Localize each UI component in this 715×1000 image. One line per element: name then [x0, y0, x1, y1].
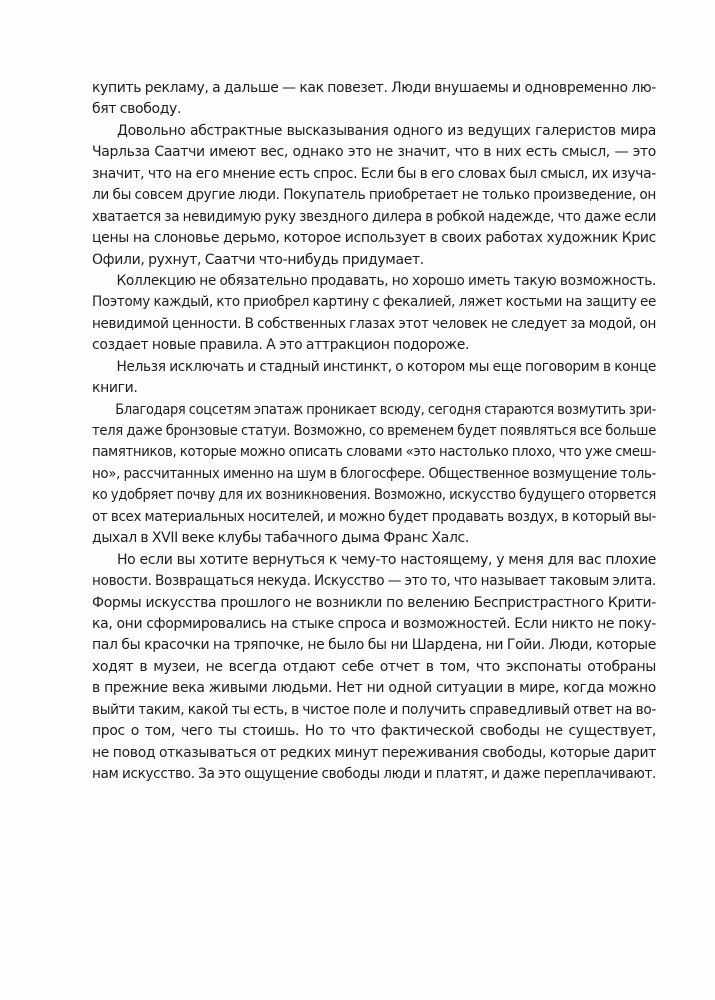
text-line: но», рассчитанных именно на шум в блогосфере. Общественное возмущение толь-	[92, 465, 656, 482]
text-line: теля даже бронзовые статуи. Возможно, со временем будет появляться все больше	[92, 423, 657, 439]
text-line: значит, что на его мнение есть спрос. Если бы в его словах был смысл, их изуча-	[92, 165, 656, 182]
text-line: Поэтому каждый, кто приобрел картину с фекалией, ляжет костьми на защиту ее	[92, 294, 657, 311]
text-line: Но если вы хотите вернуться к чему-то настоящему, у меня для вас плохие	[117, 551, 656, 568]
text-line: бят свободу.	[92, 101, 182, 118]
text-line: выйти таким, какой ты есть, в чистое поле и получить справедливый ответ на во-	[92, 701, 656, 718]
text-line: дыхал в XVII веке клубы табачного дыма Франс Халс.	[92, 530, 470, 547]
text-line: ходят в музеи, не всегда отдают себе отчет в том, что экспонаты отобраны	[92, 658, 656, 675]
text-line: купить рекламу, а дальше — как повезет. Люди внушаемы и одновременно лю-	[92, 80, 656, 96]
text-line: Формы искусства прошлого не возникли по велению Беспристрастного Крити-	[92, 594, 656, 611]
text-line: ли бы совсем другие люди. Покупатель приобретает не только произведение, он	[92, 187, 657, 204]
text-line: ка, они сформировались на стыке спроса и возможностей. Если никто не поку-	[92, 615, 656, 632]
text-line: невидимой ценности. В собственных глазах этот человек не следует за модой, он	[92, 315, 656, 332]
text-line: цены на слоновье дерьмо, которое использует в своих работах художник Крис	[92, 230, 656, 247]
text-line: ко удобряет почву для их возникновения. Возможно, искусство будущего оторвется	[92, 487, 657, 504]
text-line: в прежние века живыми людьми. Нет ни одной ситуации в мире, когда можно	[92, 680, 656, 697]
text-line: нам искусство. За это ощущение свободы люди и платят, и даже переплачивают.	[92, 766, 657, 782]
body-text	[92, 78, 656, 785]
text-line: памятников, которые можно описать словами «это настолько плохо, что уже смеш-	[92, 444, 656, 461]
text-line: пал бы красочки на тряпочке, не было бы ни Шардена, ни Гойи. Люди, которые	[92, 637, 656, 654]
text-line: Чарльза Саатчи имеют вес, однако это не значит, что в них есть смысл, — это	[92, 144, 656, 161]
text-line: новости. Возвращаться некуда. Искусство — это то, что называет таковым элита.	[92, 573, 657, 590]
text-line: Благодаря соцсетям эпатаж проникает всюду, сегодня стараются возмутить зри-	[115, 401, 656, 418]
text-line: Офили, рухнут, Саатчи что-нибудь придумает.	[92, 251, 424, 268]
text-line: книги.	[92, 380, 138, 397]
text-line: Нельзя исключать и стадный инстинкт, о котором мы еще поговорим в конце	[116, 358, 656, 375]
text-line: от всех материальных носителей, и можно будет продавать воздух, в который вы-	[92, 508, 657, 525]
text-line: не повод отказываться от редких минут переживания свободы, которые дарит	[92, 744, 656, 761]
text-line: хватается за невидимую руку звездного дилера в робкой надежде, что даже если	[92, 208, 657, 225]
text-line: Довольно абстрактные высказывания одного из ведущих галеристов мира	[117, 122, 656, 139]
text-line: Коллекцию не обязательно продавать, но хорошо иметь такую возможность.	[116, 272, 656, 289]
text-line: создает новые правила. А это аттракцион подороже.	[92, 337, 470, 354]
text-line: прос о том, чего ты стоишь. Но то что фактической свободы не существует,	[92, 723, 656, 740]
